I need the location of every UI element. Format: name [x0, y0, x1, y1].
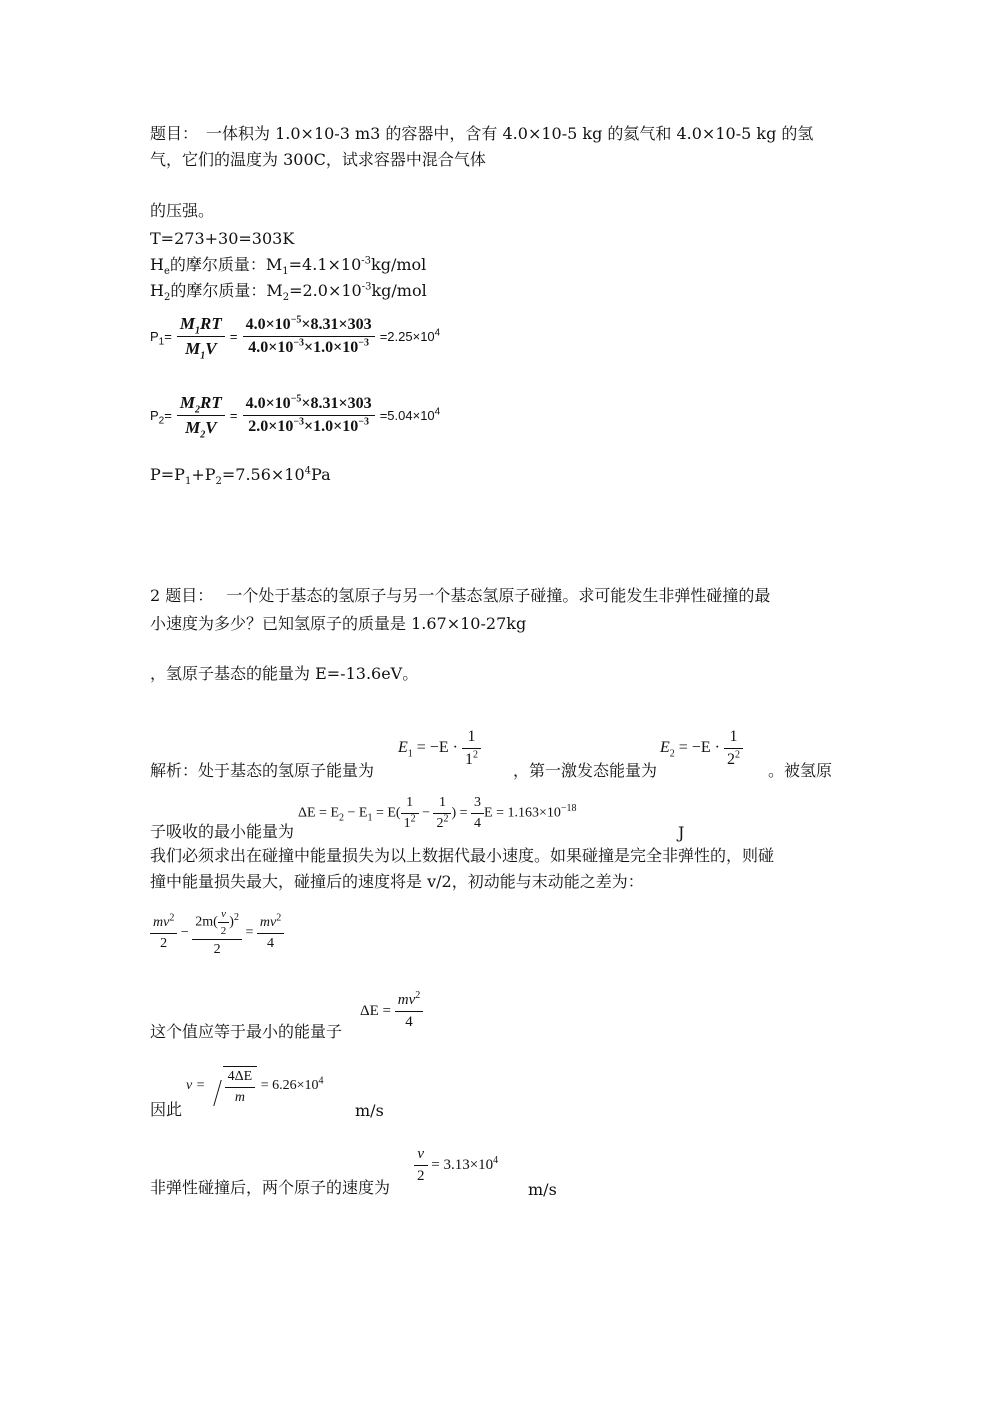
half-velocity-unit: m/s: [528, 1180, 557, 1199]
half-velocity-formula: $\frac{v}{2}$ = $3.13\times 10^4$: [414, 1146, 498, 1185]
paragraph-line2: 撞中能量损失最大，碰撞后的速度将是 v/2，初动能与末动能之差为：: [150, 872, 644, 891]
analysis-text-a: 解析：处于基态的氢原子能量为: [150, 761, 375, 780]
p2-numeric-fraction: $\frac{4.0\times 10^{-5}\times 8.31\times 303}{2.0\times 10^{-3}\times 1.0\times 10^{-3}}$: [243, 395, 375, 436]
delta-e-unit: J: [678, 823, 685, 842]
analysis-text-b: ，第一激发态能量为: [513, 761, 658, 780]
hydrogen-molar-mass: $H_2$的摩尔质量：$M_2=2.0\times 10^{-3}kg$/mol: [150, 281, 427, 304]
delta-e-formula: $\Delta E = E_2 - E_1 = E$( $\frac{1}{1^2}$ − $\frac{1}{2^2}$ ) = $\frac{3}{4}$ $E = 1.163\times 10^{-18}$: [298, 795, 577, 831]
e1-formula: $E_1 = -E$ · $\frac{1}{1^2}$: [398, 728, 481, 769]
problem2-line3: ，氢原子基态的能量为 E=-13.6eV。: [150, 664, 419, 683]
p1-equation: $P_1=$ $\frac{M_1RT}{M_1V}$ = $\frac{4.0\times 10^{-5}\times 8.31\times 303}{4.0\times 10^{-3}\times 1.0\times 10^{-3}}$ $=2.25\times 10^4$: [150, 314, 441, 362]
temperature-line: T=273+30=303K: [150, 229, 295, 248]
p2-symbolic-fraction: $\frac{M_2RT}{M_2V}$: [177, 393, 225, 438]
velocity-formula: v = $\frac{4\Delta E}{m}$ = $6.26\times 10^4$: [186, 1066, 324, 1106]
problem1-line3: 的压强。: [150, 201, 215, 220]
p2-equation: $P_2=$ $\frac{M_2RT}{M_2V}$ = $\frac{4.0\times 10^{-5}\times 8.31\times 303}{2.0\times 10^{-3}\times 1.0\times 10^{-3}}$ $=5.04\times 10^4$: [150, 393, 441, 441]
delta-e-equals-formula: ΔE = $\frac{mv^2}{4}$: [360, 992, 423, 1031]
thus-text: 因此: [150, 1100, 183, 1119]
problem2-line1: 2 题目： 一个处于基态的氢原子与另一个基态氢原子碰撞。求可能发生非弹性碰撞的最: [150, 586, 771, 605]
helium-molar-mass: $H_e$的摩尔质量：$M_1=4.1\times 10^{-3}kg$/mol: [150, 255, 427, 278]
velocity-unit: m/s: [355, 1101, 384, 1120]
paragraph-line1: 我们必须求出在碰撞中能量损失为以上数据代最小速度。如果碰撞是完全非弹性的，则碰: [150, 846, 775, 865]
analysis-text-c: 。被氢原: [768, 761, 833, 780]
problem1-line1: 题目： 一体积为 1.0×10-3 m3 的容器中，含有 4.0×10-5 kg 的氦气和 4.0×10-5 kg 的氢: [150, 124, 814, 143]
problem1-line2: 气，它们的温度为 300C，试求容器中混合气体: [150, 150, 486, 169]
p1-symbolic-fraction: $\frac{M_1RT}{M_1V}$: [177, 314, 225, 359]
total-pressure: $P=P_1+P_2=7.56\times 10^4Pa$: [150, 465, 331, 488]
after-text: 非弹性碰撞后，两个原子的速度为: [150, 1178, 391, 1197]
kinetic-energy-formula: $\frac{mv^2}{2}$ − 2m( $\frac{v}{2}$ )$^2$ 2 = $\frac{mv^2}{4}$: [150, 908, 284, 958]
p1-numeric-fraction: $\frac{4.0\times 10^{-5}\times 8.31\times 303}{4.0\times 10^{-3}\times 1.0\times 10^{-3}}$: [243, 316, 375, 357]
equal-text: 这个值应等于最小的能量子: [150, 1022, 343, 1041]
problem2-line2: 小速度为多少？已知氢原子的质量是 1.67×10-27kg: [150, 614, 527, 633]
e2-formula: $E_2 = -E$ · $\frac{1}{2^2}$: [660, 728, 743, 769]
absorb-text: 子吸收的最小能量为: [150, 822, 295, 841]
